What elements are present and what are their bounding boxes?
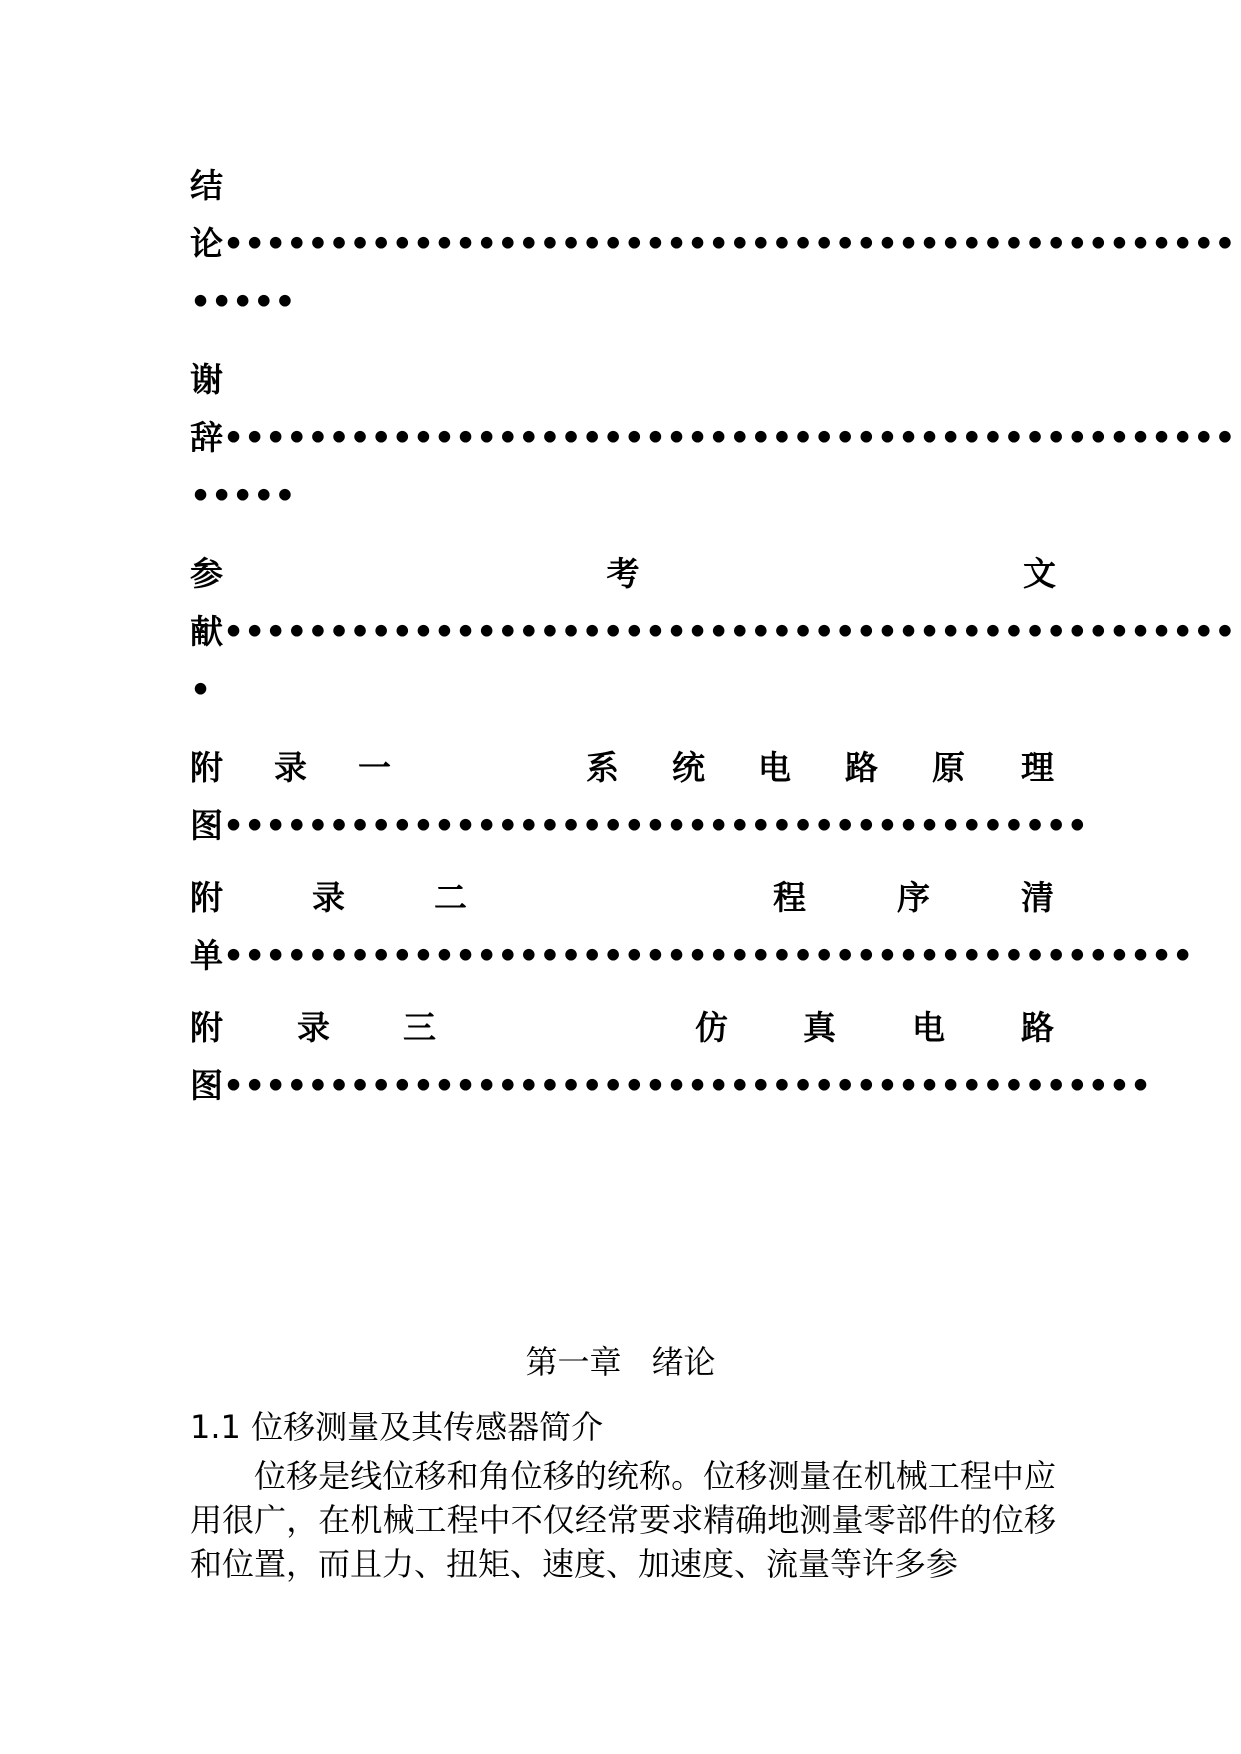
toc-char: 参 xyxy=(190,554,223,593)
toc-entry-acknowledgement-line-2 xyxy=(190,413,1236,463)
toc-char: 附 xyxy=(190,748,223,787)
toc-entry-acknowledgement-line-3 xyxy=(190,471,1056,521)
chapter-name: 绪论 xyxy=(651,1343,716,1381)
toc-char: 真 xyxy=(803,1008,836,1047)
toc-label: 献 xyxy=(190,612,223,651)
toc-char: 附 xyxy=(190,1008,223,1047)
toc-label: 谢 xyxy=(190,360,223,399)
toc-entry-conclusion-line-1 xyxy=(190,161,1056,211)
toc-char: 原 xyxy=(932,748,965,787)
toc-label: 单 xyxy=(190,936,223,975)
toc-char: 附 xyxy=(190,878,223,917)
chapter-title xyxy=(0,1340,1241,1384)
toc-entry-appendix-1-line-2 xyxy=(190,801,1088,851)
toc-label: 图 xyxy=(190,1066,223,1105)
toc-leader-dots: • xyxy=(190,670,212,709)
toc-char: 电 xyxy=(912,1008,945,1047)
toc-char: 路 xyxy=(1021,1008,1054,1047)
toc-char: 文 xyxy=(1023,554,1056,593)
toc-char: 统 xyxy=(672,748,705,787)
toc-entry-references-line-3 xyxy=(190,665,1056,715)
toc-entry-conclusion-line-3 xyxy=(190,277,1056,327)
section-heading: 1.1 位移测量及其传感器简介 xyxy=(190,1408,604,1446)
toc-char: 二 xyxy=(434,878,467,917)
toc-char: 仿 xyxy=(695,1008,728,1047)
toc-entry-appendix-2-line-2 xyxy=(190,931,1194,981)
toc-label: 论 xyxy=(190,224,223,263)
chapter-number: 第一章 xyxy=(525,1343,622,1381)
toc-leader-dots: •••••••••••••••••••••••••••••••••••••••••••••••• xyxy=(223,612,1236,651)
toc-char: 程 xyxy=(773,878,806,917)
toc-leader-dots: •••••••••••••••••••••••••••••••••••••••••••• xyxy=(223,1066,1152,1105)
toc-char: 序 xyxy=(897,878,930,917)
toc-entry-appendix-3-line-2 xyxy=(190,1061,1152,1111)
toc-char: 路 xyxy=(845,748,878,787)
toc-char: 系 xyxy=(586,748,619,787)
toc-entry-conclusion-line-2 xyxy=(190,219,1236,269)
toc-char: 录 xyxy=(297,1008,330,1047)
toc-entry-references-line-1 xyxy=(190,549,1056,599)
toc-leader-dots: •••••••••••••••••••••••••••••••••••••••••••••••• xyxy=(223,418,1236,457)
toc-char: 三 xyxy=(403,1008,436,1047)
toc-char: 清 xyxy=(1021,878,1054,917)
body-paragraph: 位移是线位移和角位移的统称。位移测量在机械工程中应用很广，在机械工程中不仅经常要求精确地测量零部件的位移和位置，而且力、扭矩、速度、加速度、流量等许多参 xyxy=(190,1457,1056,1583)
toc-char: 录 xyxy=(312,878,345,917)
toc-entry-appendix-2-line-1 xyxy=(190,873,1056,923)
toc-entry-appendix-3-line-1 xyxy=(190,1003,1056,1053)
toc-leader-dots: ••••• xyxy=(190,282,296,321)
toc-leader-dots: •••••••••••••••••••••••••••••••••••••••••••••• xyxy=(223,936,1194,975)
toc-entry-appendix-1-line-1 xyxy=(190,743,1056,793)
toc-leader-dots: ••••••••••••••••••••••••••••••••••••••••• xyxy=(223,806,1088,845)
toc-char: 一 xyxy=(358,748,391,787)
toc-entry-references-line-2 xyxy=(190,607,1236,657)
toc-char: 理 xyxy=(1021,748,1054,787)
toc-char: 录 xyxy=(274,748,307,787)
toc-leader-dots: ••••• xyxy=(190,476,296,515)
toc-char: 考 xyxy=(606,554,640,593)
toc-entry-acknowledgement-line-1 xyxy=(190,355,1056,405)
toc-label: 结 xyxy=(190,166,223,205)
toc-label: 图 xyxy=(190,806,223,845)
toc-leader-dots: •••••••••••••••••••••••••••••••••••••••••••••••• xyxy=(223,224,1236,263)
toc-label: 辞 xyxy=(190,418,223,457)
toc-char: 电 xyxy=(758,748,791,787)
